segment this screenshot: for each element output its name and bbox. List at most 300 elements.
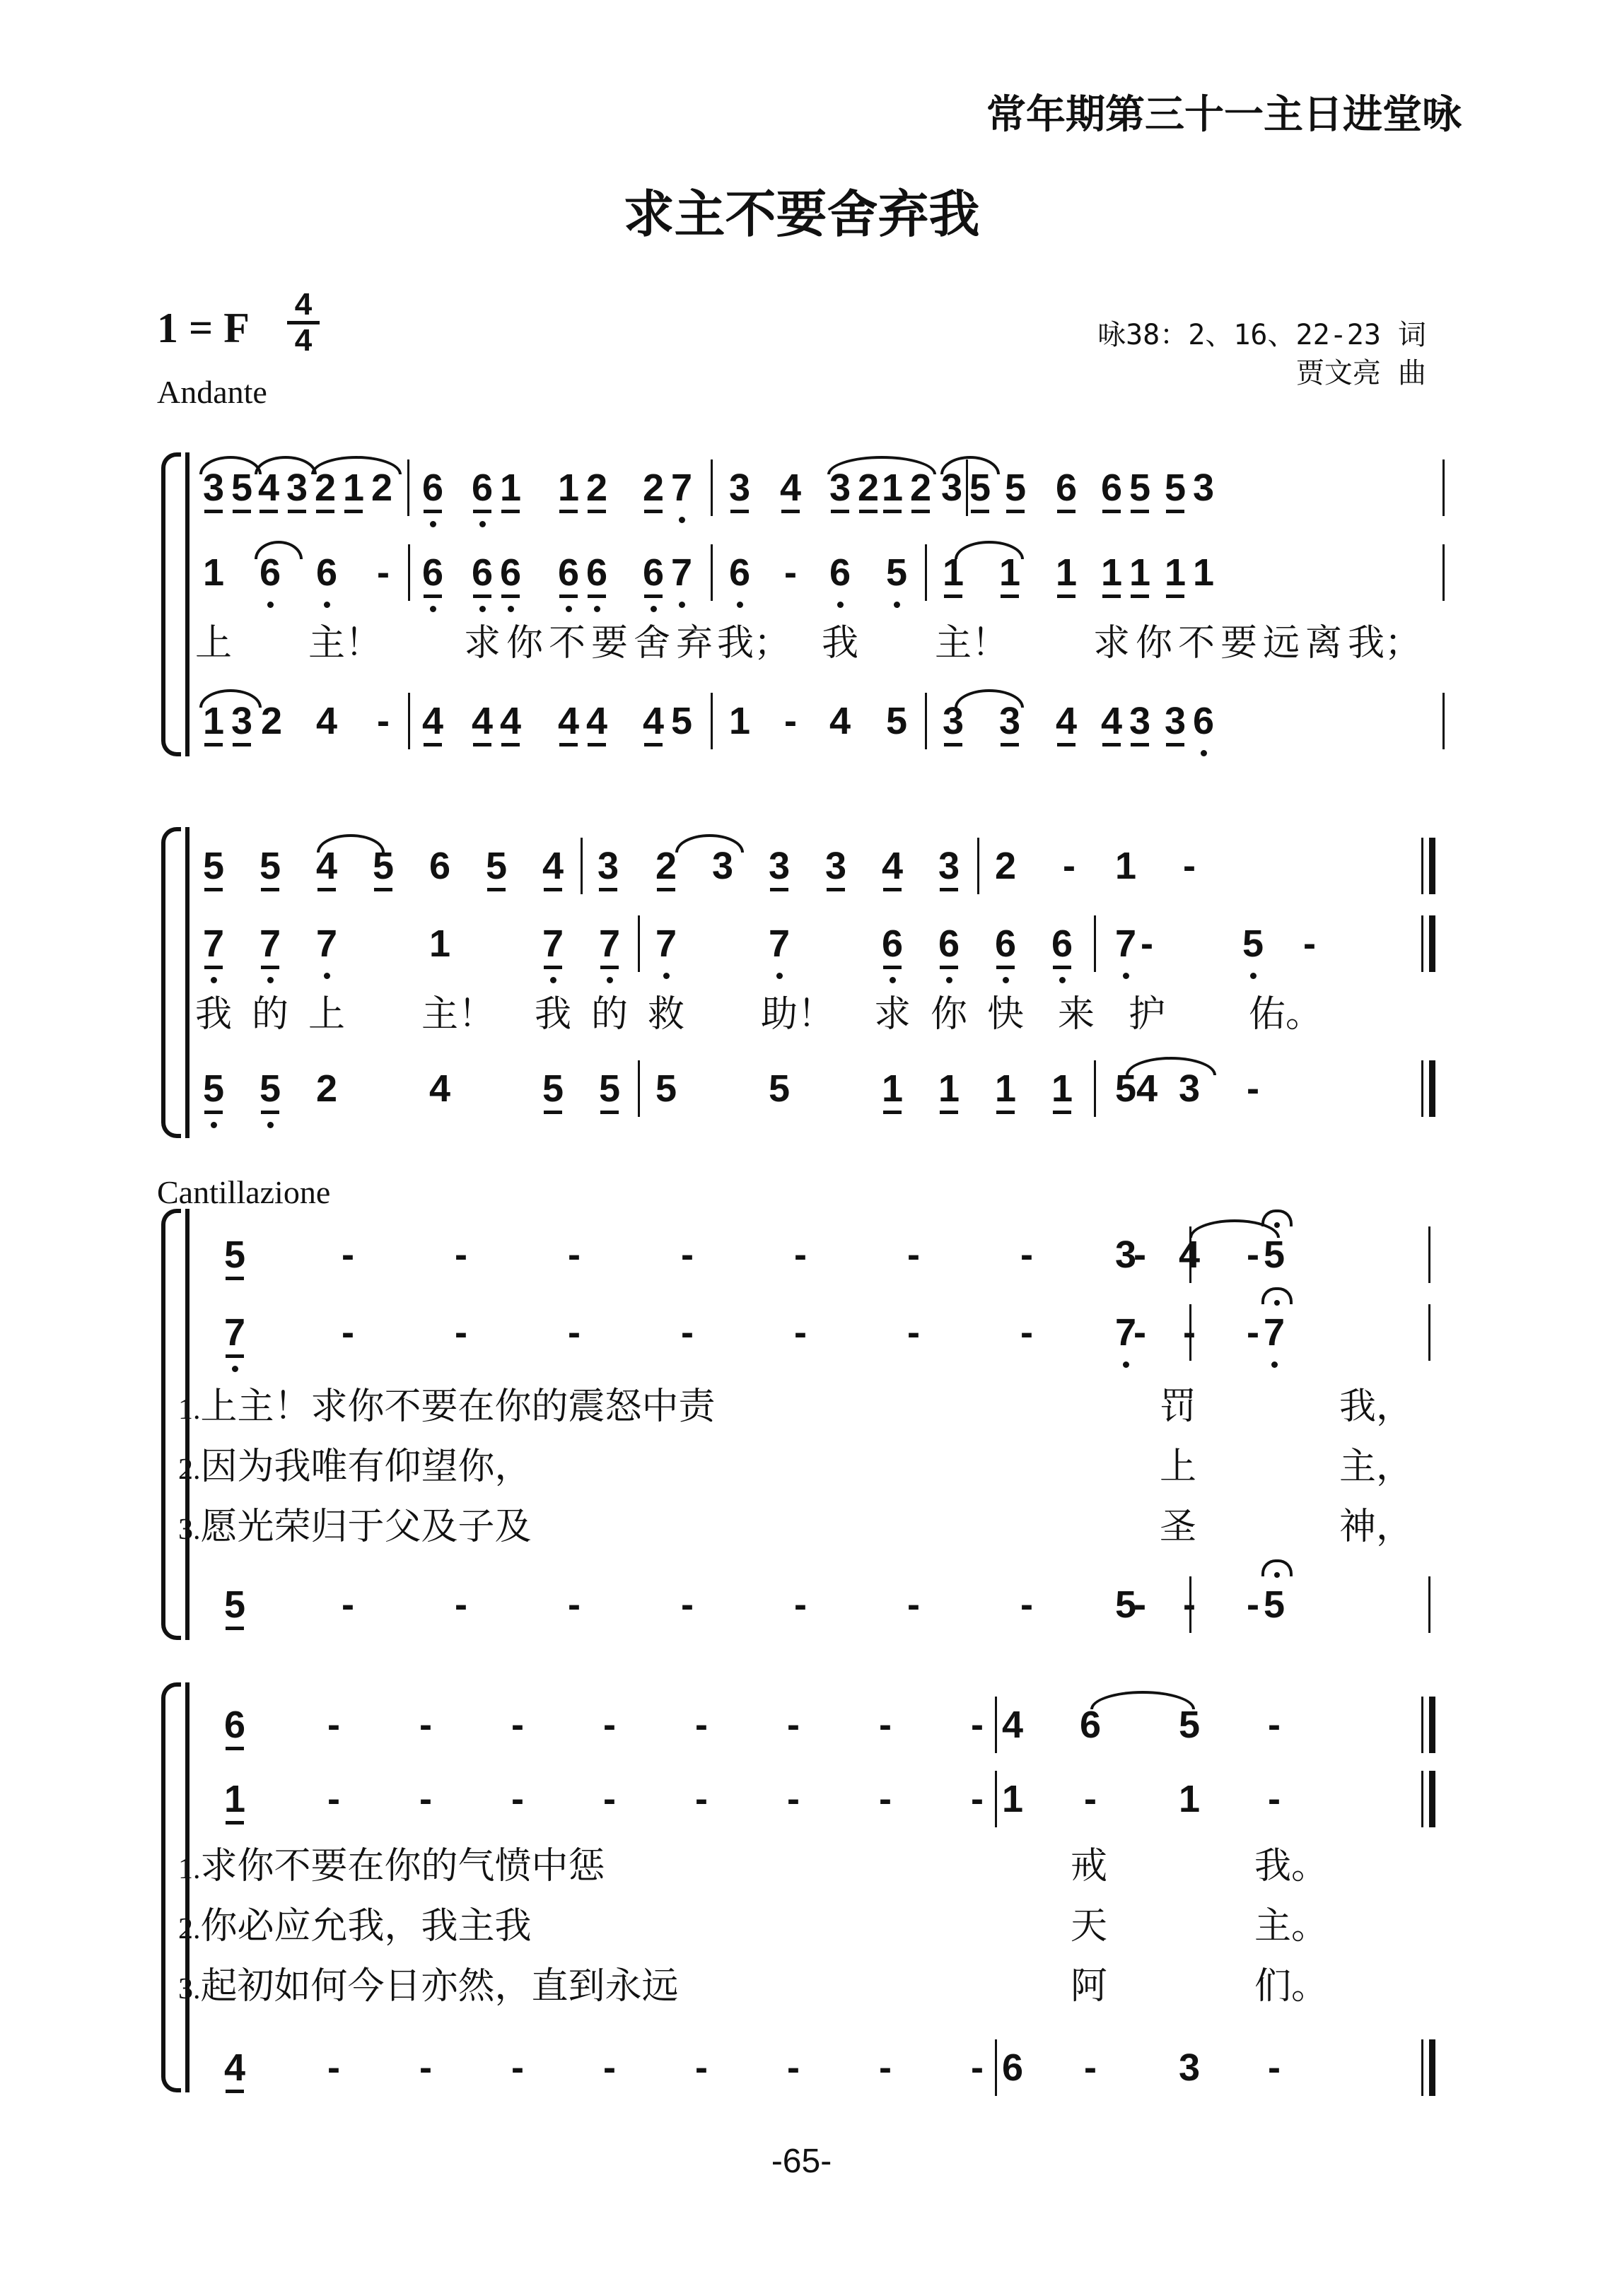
dash-token: -	[784, 551, 797, 594]
lyric-syllable: 快	[987, 993, 1025, 1036]
note-token: 4	[1055, 700, 1078, 742]
dash-token: -	[681, 1583, 694, 1626]
dash-token: -	[377, 700, 390, 742]
note-token: 6	[1100, 467, 1123, 509]
barline	[1428, 1304, 1430, 1361]
note-token: 4	[557, 700, 580, 742]
note-token: 6	[642, 551, 665, 594]
barline	[711, 693, 713, 749]
barline	[1428, 1226, 1430, 1283]
verse-number: 1.	[178, 1393, 201, 1426]
note-token: 7	[315, 922, 338, 965]
note-token: 6	[1192, 700, 1215, 742]
note-token: 4	[257, 467, 280, 509]
note-token: 1	[1114, 845, 1137, 887]
note-token: 3	[202, 467, 225, 509]
note-token: 3	[711, 845, 734, 887]
dash-token: -	[794, 1311, 807, 1354]
note-token: 5	[1264, 1234, 1285, 1276]
note-token: 4	[642, 700, 665, 742]
note-token: 3	[829, 467, 851, 509]
note-token: 6	[881, 922, 904, 965]
dash-token: -	[455, 1311, 467, 1354]
system3-bass-row	[0, 1583, 1603, 1626]
lyric-syllable: 我	[535, 993, 572, 1036]
dash-token: -	[1020, 1583, 1033, 1626]
note-token: 3	[998, 700, 1021, 742]
note-token: 2	[642, 467, 665, 509]
note-token: 2	[909, 467, 932, 509]
note-token: 4	[1001, 1704, 1024, 1746]
note-token: 1	[202, 700, 225, 742]
note-token: 6	[421, 467, 444, 509]
dash-token: -	[511, 1704, 524, 1746]
barline	[1428, 1576, 1430, 1633]
lyric-syllable: 求	[874, 993, 911, 1036]
lyric-syllable: 求	[464, 622, 501, 664]
verse-ending-syllable: 戒	[1071, 1845, 1108, 1887]
dash-token: -	[787, 1704, 800, 1746]
system4-alto-row	[0, 1778, 1603, 1820]
note-token: 5	[223, 1583, 246, 1626]
system3-verse-row	[0, 1506, 1603, 1548]
lyric-syllable: 的	[252, 993, 289, 1036]
note-token: 3	[1192, 467, 1215, 509]
verse-number: 2.	[178, 1453, 201, 1486]
verse-text	[178, 1905, 532, 1950]
dash-token: -	[511, 1778, 524, 1820]
song-title: 求主不要舍弃我	[623, 184, 980, 244]
dash-token: -	[879, 1704, 892, 1746]
time-signature-bottom: 4	[294, 323, 313, 358]
lyric-syllable: 你	[506, 622, 544, 664]
system3-soprano-row	[0, 1234, 1603, 1276]
note-token: 6	[1001, 2046, 1024, 2089]
barline	[408, 544, 410, 601]
slur-mark	[827, 456, 936, 474]
note-token: 6	[994, 922, 1017, 965]
note-token: 5	[598, 1067, 621, 1110]
lyric-syllable: 不	[1178, 622, 1216, 664]
note-token: 4	[471, 700, 494, 742]
verse-ending-syllable: 神，	[1339, 1506, 1413, 1548]
verse-ending-syllable: 天	[1071, 1905, 1108, 1948]
note-token: 1	[1164, 551, 1187, 594]
note-token: 7	[259, 922, 281, 965]
note-token: 3	[728, 467, 751, 509]
verse-line: 你必应允我，我主我	[200, 1905, 532, 1948]
note-token: 5	[768, 1067, 791, 1110]
lyric-syllable: 上	[308, 993, 346, 1036]
barline	[407, 459, 409, 516]
note-token: 5	[885, 700, 908, 742]
note-token: 1	[1051, 1067, 1073, 1110]
verse-ending-syllable: 阿	[1071, 1965, 1108, 2008]
note-token: 3	[597, 845, 619, 887]
lyric-syllable: 上	[195, 622, 233, 664]
dash-token: -	[1084, 1778, 1097, 1820]
dash-token: -	[907, 1311, 920, 1354]
note-token: 5	[202, 845, 225, 887]
note-token: 5	[485, 845, 508, 887]
dash-token: -	[568, 1311, 581, 1354]
barline	[1442, 544, 1445, 601]
system4-soprano-row	[0, 1704, 1603, 1746]
note-token: 1	[1192, 551, 1215, 594]
note-token: 5	[670, 700, 693, 742]
dash-token: -	[1268, 1778, 1281, 1820]
dash-token: -	[1133, 1234, 1146, 1276]
note-token: 4	[429, 1067, 451, 1110]
note-token: 4	[1178, 1234, 1201, 1276]
note-token: 7	[542, 922, 564, 965]
barline	[1442, 693, 1445, 749]
lyric-syllable: 我	[822, 622, 859, 664]
dash-token: -	[794, 1234, 807, 1276]
verse-text	[178, 1506, 532, 1551]
key-signature: 1 = F	[157, 305, 250, 351]
dash-token: -	[1247, 1311, 1259, 1354]
note-token: 7	[655, 922, 677, 965]
barline	[711, 544, 713, 601]
note-token: 5	[259, 845, 281, 887]
note-token: 2	[655, 845, 677, 887]
note-token: 1	[202, 551, 225, 594]
note-token: 5	[885, 551, 908, 594]
fermata-icon	[1261, 1559, 1293, 1576]
verse-text	[178, 1965, 679, 2010]
lyric-syllable: 远	[1263, 622, 1300, 664]
note-token: 3	[1164, 700, 1187, 742]
dash-token: -	[1247, 1067, 1259, 1110]
note-token: 3	[940, 467, 963, 509]
note-token: 4	[881, 845, 904, 887]
dash-token: -	[1183, 1311, 1196, 1354]
note-token: 3	[1114, 1234, 1137, 1276]
section-label-cantillazione: Cantillazione	[157, 1174, 331, 1210]
lyric-syllable: 你	[1136, 622, 1173, 664]
lyric-syllable: 要	[1220, 622, 1258, 664]
note-token: 1	[1178, 1778, 1201, 1820]
occasion-heading: 常年期第三十一主日进堂咏	[986, 91, 1462, 138]
system4-verse-row	[0, 1965, 1603, 2008]
note-token: 4	[829, 700, 851, 742]
verse-ending-syllable: 主。	[1254, 1905, 1329, 1948]
verse-line: 上主！求你不要在你的震怒中责	[200, 1386, 716, 1428]
lyric-syllable: 护	[1129, 993, 1166, 1036]
dash-token: -	[511, 2046, 524, 2089]
verse-ending-syllable: 们。	[1254, 1965, 1329, 2008]
system1-lyrics-row	[0, 622, 1603, 664]
dash-token: -	[603, 1778, 616, 1820]
note-token: 1	[881, 467, 904, 509]
note-token: 5	[223, 1234, 246, 1276]
note-token: 3	[942, 700, 964, 742]
dash-token: -	[568, 1583, 581, 1626]
lyric-syllable: 离	[1305, 622, 1343, 664]
lyric-syllable: 舍	[634, 622, 671, 664]
system2-alto-row	[0, 922, 1603, 965]
note-token: 6	[315, 551, 338, 594]
dash-token: -	[794, 1583, 807, 1626]
note-token: 2	[371, 467, 393, 509]
note-token: 6	[499, 551, 522, 594]
dash-token: -	[419, 1704, 432, 1746]
verse-text	[178, 1845, 605, 1890]
note-token: 1	[881, 1067, 904, 1110]
dash-token: -	[1141, 922, 1153, 965]
slur-mark	[199, 456, 262, 474]
system4-verse-row	[0, 1845, 1603, 1887]
note-token: 4	[499, 700, 522, 742]
note-token: 5	[1004, 467, 1027, 509]
note-token: 5	[969, 467, 991, 509]
note-token: 3	[938, 845, 960, 887]
lyrics-credit: 咏38：2、16、22-23 词	[1097, 319, 1426, 351]
verse-line: 起初如何今日亦然，直到永远	[200, 1965, 679, 2008]
note-token: 6	[557, 551, 580, 594]
system2-bass-row	[0, 1067, 1603, 1110]
verse-ending-syllable: 主，	[1339, 1446, 1413, 1488]
note-token: 5	[1129, 467, 1151, 509]
note-token: 3	[1178, 1067, 1201, 1110]
verse-ending-syllable: 罚	[1160, 1386, 1197, 1428]
barline	[925, 544, 927, 601]
verse-ending-syllable: 上	[1160, 1446, 1197, 1488]
note-token: 4	[1136, 1067, 1158, 1110]
barline	[1189, 1304, 1191, 1361]
note-token: 2	[315, 1067, 338, 1110]
final-barline	[1421, 838, 1435, 894]
dash-token: -	[327, 1704, 340, 1746]
note-token: 6	[1055, 467, 1078, 509]
lyric-syllable: 来	[1058, 993, 1095, 1036]
barline	[638, 915, 640, 972]
dash-token: -	[342, 1311, 354, 1354]
barline	[925, 693, 927, 749]
note-token: 1	[998, 551, 1021, 594]
dash-token: -	[327, 2046, 340, 2089]
dash-token: -	[455, 1234, 467, 1276]
note-token: 2	[585, 467, 608, 509]
final-barline	[1421, 1060, 1435, 1117]
note-token: 2	[314, 467, 337, 509]
dash-token: -	[695, 1778, 708, 1820]
dash-token: -	[681, 1311, 694, 1354]
dash-token: -	[1063, 845, 1076, 887]
note-token: 6	[429, 845, 451, 887]
verse-text	[178, 1446, 532, 1491]
barline	[1189, 1576, 1191, 1633]
dash-token: -	[1303, 922, 1316, 965]
verse-line: 因为我唯有仰望你，	[200, 1446, 532, 1488]
note-token: 3	[286, 467, 308, 509]
time-signature	[287, 287, 320, 358]
note-token: 5	[1114, 1067, 1137, 1110]
note-token: 7	[202, 922, 225, 965]
note-token: 5	[1164, 467, 1187, 509]
dash-token: -	[1247, 1234, 1259, 1276]
note-token: 7	[1264, 1311, 1285, 1354]
note-token: 1	[429, 922, 451, 965]
barline	[1094, 1060, 1096, 1117]
verse-ending-syllable: 圣	[1160, 1506, 1197, 1548]
dash-token: -	[1133, 1311, 1146, 1354]
note-token: 2	[857, 467, 880, 509]
note-token: 3	[768, 845, 791, 887]
verse-line: 求你不要在你的气愤中惩	[200, 1845, 605, 1887]
lyric-syllable: 我	[195, 993, 233, 1036]
note-token: 6	[829, 551, 851, 594]
dash-token: -	[1268, 1704, 1281, 1746]
barline	[1094, 915, 1096, 972]
slur-mark	[955, 689, 1024, 708]
system2-soprano-row	[0, 845, 1603, 887]
note-token: 3	[1129, 700, 1151, 742]
slur-mark	[199, 689, 262, 708]
dash-token: -	[342, 1583, 354, 1626]
note-token: 6	[728, 551, 751, 594]
lyric-syllable: 弃	[676, 622, 713, 664]
verse-number: 3.	[178, 1513, 201, 1546]
lyric-syllable: 你	[931, 993, 968, 1036]
slur-mark	[940, 456, 1000, 474]
note-token: 1	[942, 551, 964, 594]
lyric-syllable: 佑。	[1249, 993, 1323, 1036]
dash-token: -	[419, 2046, 432, 2089]
dash-token: -	[568, 1234, 581, 1276]
note-token: 2	[994, 845, 1017, 887]
final-barline	[1421, 1771, 1435, 1827]
dash-token: -	[1020, 1311, 1033, 1354]
barline	[408, 693, 410, 749]
note-token: 6	[421, 551, 444, 594]
lyric-syllable: 我；	[717, 622, 791, 664]
note-token: 5	[259, 1067, 281, 1110]
verse-text	[178, 1386, 716, 1431]
lyric-syllable: 主！	[935, 622, 1009, 664]
note-token: 5	[1178, 1704, 1201, 1746]
dash-token: -	[1133, 1583, 1146, 1626]
final-barline	[1421, 915, 1435, 972]
note-token: 4	[223, 2046, 246, 2089]
fermata-icon	[1261, 1287, 1293, 1304]
barline	[995, 2039, 997, 2096]
lyric-syllable: 助！	[761, 993, 835, 1036]
slur-mark	[1090, 1691, 1195, 1709]
dash-token: -	[681, 1234, 694, 1276]
lyric-syllable: 求	[1093, 622, 1131, 664]
verse-ending-syllable: 我。	[1254, 1845, 1329, 1887]
note-token: 6	[938, 922, 960, 965]
note-token: 1	[994, 1067, 1017, 1110]
slur-mark	[955, 541, 1024, 559]
note-token: 4	[779, 467, 802, 509]
note-token: 5	[1242, 922, 1264, 965]
system3-verse-row	[0, 1386, 1603, 1428]
note-token: 1	[342, 467, 365, 509]
dash-token: -	[784, 700, 797, 742]
verse-number: 2.	[178, 1913, 201, 1945]
dash-token: -	[455, 1583, 467, 1626]
barline	[977, 838, 979, 894]
note-token: 1	[499, 467, 522, 509]
note-token: 1	[223, 1778, 246, 1820]
slur-mark	[255, 541, 303, 559]
note-token: 3	[231, 700, 253, 742]
dash-token: -	[1247, 1583, 1259, 1626]
note-token: 7	[598, 922, 621, 965]
note-token: 5	[231, 467, 253, 509]
note-token: 3	[1178, 2046, 1201, 2089]
slur-mark	[675, 834, 744, 853]
dash-token: -	[1268, 2046, 1281, 2089]
tempo-marking: Andante	[157, 374, 267, 410]
barline	[995, 1697, 997, 1753]
note-token: 7	[1114, 922, 1137, 965]
dash-token: -	[879, 2046, 892, 2089]
note-token: 1	[1001, 1778, 1024, 1820]
note-token: 7	[768, 922, 791, 965]
note-token: 1	[557, 467, 580, 509]
lyric-syllable: 不	[549, 622, 586, 664]
lyric-syllable: 要	[591, 622, 629, 664]
verse-line: 愿光荣归于父及子及	[200, 1506, 532, 1548]
dash-token: -	[695, 2046, 708, 2089]
note-token: 7	[1114, 1311, 1137, 1354]
dash-token: -	[377, 551, 390, 594]
system4-verse-row	[0, 1905, 1603, 1948]
slur-mark	[1126, 1057, 1216, 1075]
note-token: 6	[471, 551, 494, 594]
note-token: 4	[315, 700, 338, 742]
system4-bass-row	[0, 2046, 1603, 2089]
note-token: 1	[1100, 551, 1123, 594]
slur-mark	[317, 834, 385, 853]
lyric-syllable: 主！	[421, 993, 496, 1036]
verse-number: 1.	[178, 1853, 201, 1885]
note-token: 1	[938, 1067, 960, 1110]
dash-token: -	[787, 2046, 800, 2089]
lyric-syllable: 救	[648, 993, 685, 1036]
dash-token: -	[971, 1778, 984, 1820]
note-token: 6	[259, 551, 281, 594]
dash-token: -	[603, 1704, 616, 1746]
note-token: 1	[1055, 551, 1078, 594]
verse-number: 3.	[178, 1973, 201, 2005]
verse-ending-syllable: 我，	[1339, 1386, 1413, 1428]
lyric-syllable: 我；	[1348, 622, 1422, 664]
barline	[1442, 459, 1445, 516]
slur-mark	[311, 456, 402, 474]
note-token: 1	[728, 700, 751, 742]
dash-token: -	[1084, 2046, 1097, 2089]
note-token: 5	[202, 1067, 225, 1110]
note-token: 6	[223, 1704, 246, 1746]
note-token: 6	[471, 467, 494, 509]
note-token: 4	[542, 845, 564, 887]
dash-token: -	[971, 2046, 984, 2089]
dash-token: -	[419, 1778, 432, 1820]
note-token: 5	[655, 1067, 677, 1110]
final-barline	[1421, 1697, 1435, 1753]
note-token: 6	[1051, 922, 1073, 965]
barline	[711, 459, 713, 516]
dash-token: -	[787, 1778, 800, 1820]
dash-token: -	[327, 1778, 340, 1820]
dash-token: -	[342, 1234, 354, 1276]
dash-token: -	[603, 2046, 616, 2089]
